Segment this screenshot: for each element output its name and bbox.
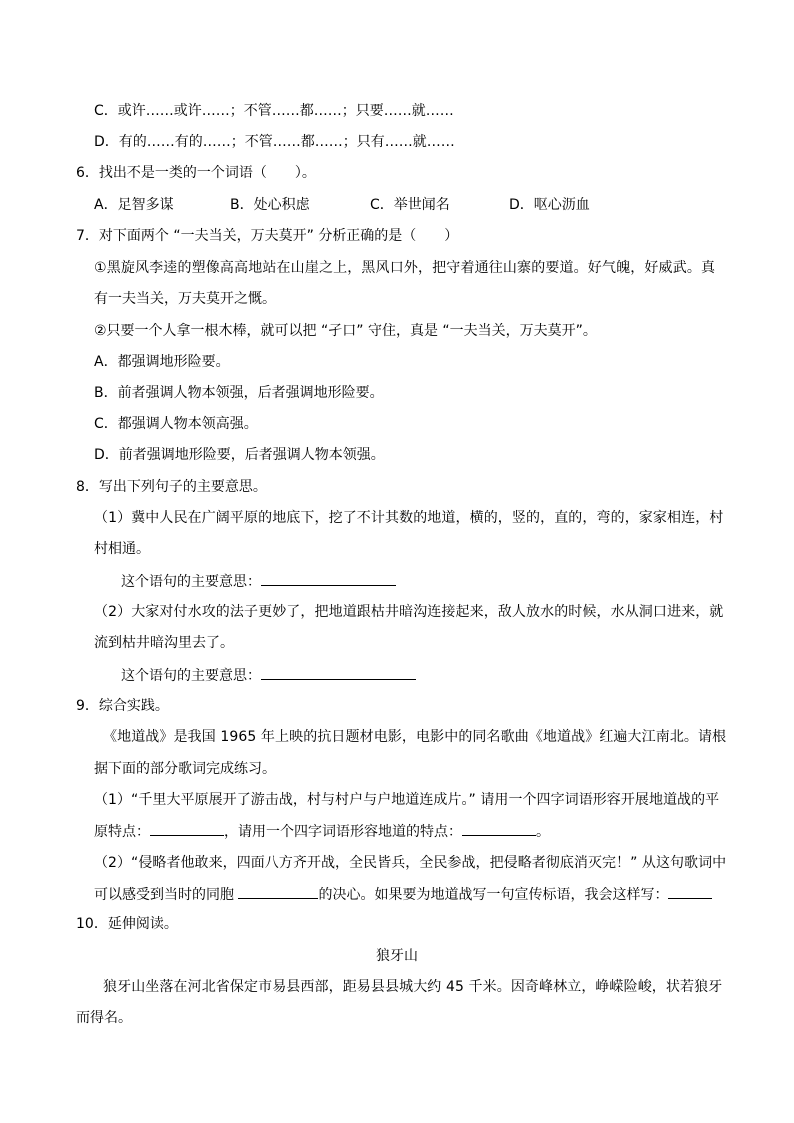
q7-option-d: D．前者强调地形险要，后者强调人物本领强。 [94, 447, 385, 463]
q10-paragraph-line-2: 而得名。 [76, 1010, 132, 1026]
q8-answer-1 [121, 571, 396, 592]
q6-option-a: A．足智多谋 [94, 197, 174, 213]
q5-option-d: D．有的……有的……；不管……都……；只有……就…… [94, 134, 455, 150]
q9-part-2-text-b: 的决心。如果要为地道战写一句宣传标语，我会这样写： [318, 887, 669, 903]
q8-answer-2 [121, 665, 416, 686]
q10-title: 狼牙山 [376, 948, 418, 964]
q8-answer-1-blank[interactable] [261, 571, 396, 586]
q9-part-2-text-a: 可以感受到当时的同胞 [94, 887, 239, 903]
q6-option-d: D．呕心沥血 [509, 197, 590, 213]
q9-part-1-text-b: ，请用一个四字词语形容地道的特点： [224, 824, 462, 840]
q9-part-1-text-a: 原特点： [94, 824, 150, 840]
q8-answer-label: 这个语句的主要意思： [121, 668, 261, 684]
q8-answer-label: 这个语句的主要意思： [121, 574, 261, 590]
q8-part-2-line-1: （2）大家对付水攻的法子更妙了，把地道跟枯井暗沟连接起来，敌人放水的时候，水从洞口进来，就 [94, 604, 724, 620]
q9-slogan-blank[interactable] [668, 884, 712, 899]
q9-part-1-line-2 [94, 821, 550, 842]
q8-stem: 8．写出下列句子的主要意思。 [76, 479, 267, 495]
q9-intro-line-2: 据下面的部分歌词完成练习。 [94, 761, 276, 777]
q9-part-2-line-1: （2）“侵略者他敢来，四面八方齐开战，全民皆兵，全民参战，把侵略者彻底消灭完！” 从这句歌词中 [94, 855, 727, 871]
q7-sentence-1-line-2: 有一夫当关，万夫莫开之慨。 [94, 291, 276, 307]
q6-stem: 6．找出不是一类的一个词语（ ）。 [76, 165, 316, 181]
q8-part-1-line-2: 村相通。 [94, 541, 150, 557]
q8-part-1-line-1: （1）冀中人民在广阔平原的地底下，挖了不计其数的地道，横的，竖的，直的，弯的，家家相连，村 [94, 510, 724, 526]
q9-stem: 9．综合实践。 [76, 698, 169, 714]
q8-answer-2-blank[interactable] [261, 665, 416, 680]
q10-paragraph-line-1: 狼牙山坐落在河北省保定市易县西部，距易县县城大约 45 千米。因奇峰林立，峥嵘险峻，状若狼牙 [103, 979, 723, 995]
q9-part-1-line-1: （1）“千里大平原展开了游击战，村与村户与户地道连成片。” 请用一个四字词语形容开展地道战的平 [94, 792, 720, 808]
q9-plain-feature-blank[interactable] [150, 821, 224, 836]
q9-determination-blank[interactable] [238, 884, 318, 899]
q6-option-c: C．举世闻名 [370, 197, 450, 213]
q6-option-b: B．处心积虑 [230, 197, 310, 213]
q9-tunnel-feature-blank[interactable] [462, 821, 536, 836]
q7-option-b: B．前者强调人物本领强，后者强调地形险要。 [94, 385, 384, 401]
q7-option-a: A．都强调地形险要。 [94, 354, 230, 370]
q7-sentence-1-line-1: ①黑旋风李逵的塑像高高地站在山崖之上，黑风口外，把守着通往山寨的要道。好气魄，好威武。真 [94, 260, 716, 276]
q9-intro-line-1: 《地道战》是我国 1965 年上映的抗日题材电影，电影中的同名歌曲《地道战》红遍大江南北。请根 [103, 729, 727, 745]
q10-stem: 10．延伸阅读。 [76, 916, 178, 932]
q5-option-c: C．或许……或许……；不管……都……；只要……就…… [94, 103, 454, 119]
q9-part-1-text-c: 。 [536, 824, 550, 840]
q7-option-c: C．都强调人物本领高强。 [94, 416, 258, 432]
q7-stem: 7．对下面两个 “一夫当关，万夫莫开” 分析正确的是（ ） [76, 228, 459, 244]
q8-part-2-line-2: 流到枯井暗沟里去了。 [94, 635, 234, 651]
q9-part-2-line-2 [94, 884, 712, 905]
q7-sentence-2: ②只要一个人拿一根木棒，就可以把 “孑口” 守住，真是 “一夫当关，万夫莫开”。 [94, 323, 597, 339]
